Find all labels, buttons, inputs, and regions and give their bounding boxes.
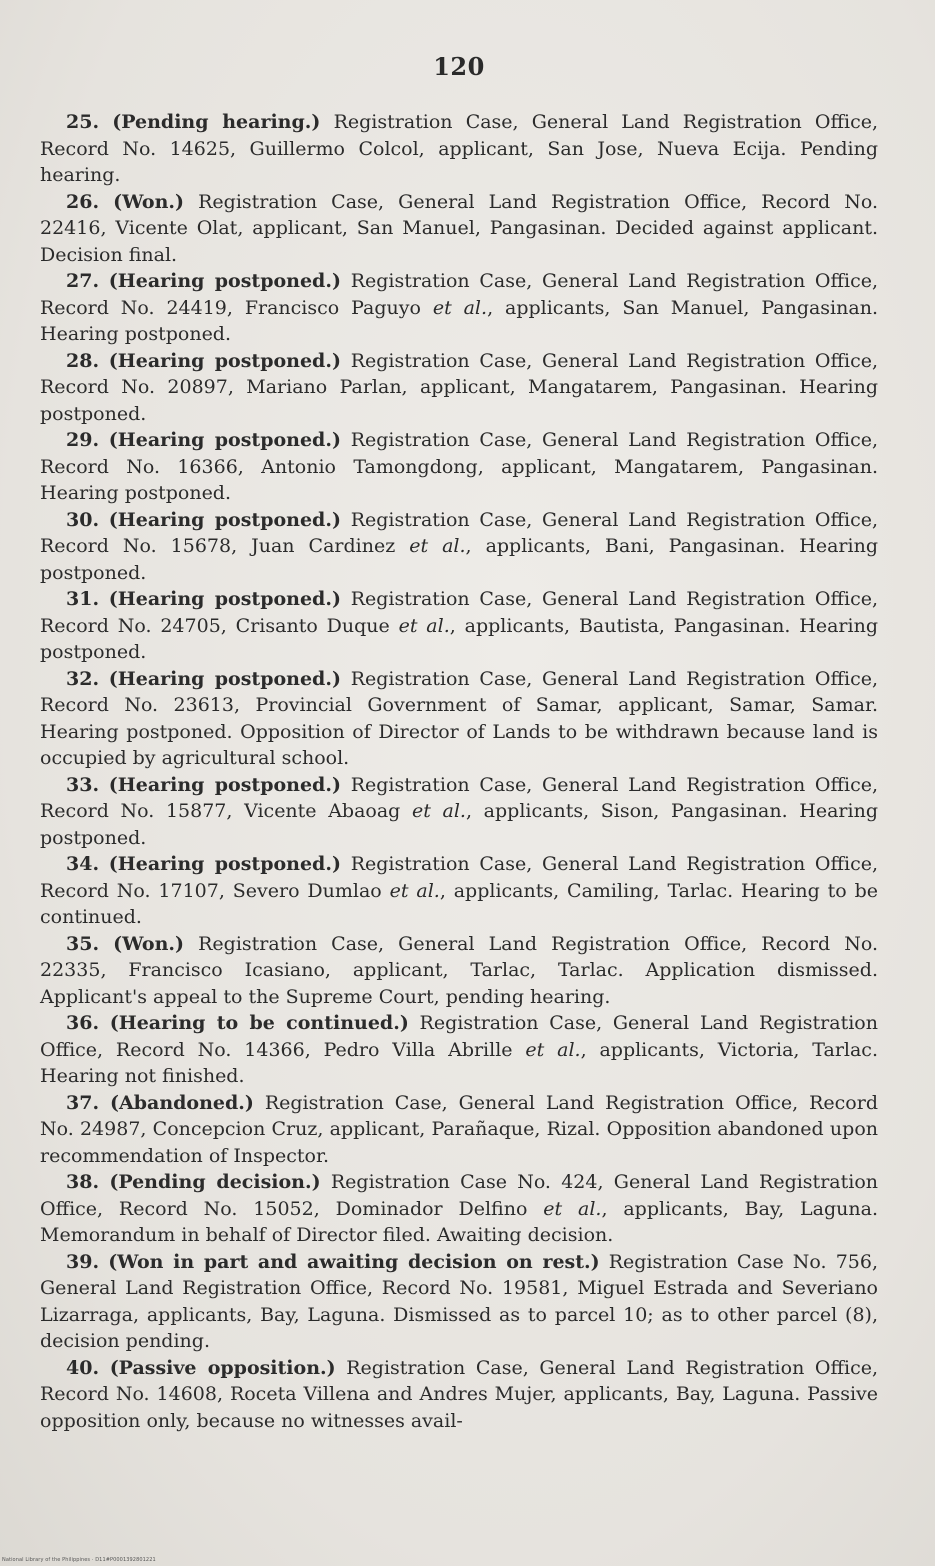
entry-text: Registration Case, General Land Registration Office, Record No. 14608, Roceta Villena and Andres Mujer, applicants, Bay, Laguna. Passive opposition only, because no witnesses avail- <box>40 1356 878 1432</box>
entry-33 <box>40 772 878 852</box>
entry-text: Registration Case, General Land Registration Office, Record No. 17107, Severo Dumlao et al., applicants, Camiling, Tarlac. Hearing to be continued. <box>40 853 878 928</box>
entry-text: Registration Case, General Land Registration Office, Record No. 15678, Juan Cardinez et al., applicants, Bani, Pangasinan. Hearing postponed. <box>40 508 878 584</box>
entry-40 <box>40 1355 878 1435</box>
entry-text: Registration Case, General Land Registration Office, Record No. 16366, Antonio Tamongdong, applicant, Mangatarem, Pangasinan. Hearing postponed. <box>40 429 878 504</box>
entry-number: 30. <box>66 508 100 531</box>
entry-37 <box>40 1090 878 1170</box>
entry-status: (Hearing postponed.) <box>108 429 341 451</box>
entry-text: Registration Case, General Land Registration Office, Record No. 22416, Vicente Olat, applicant, San Manuel, Pangasinan. Decided against applicant. Decision final. <box>40 190 879 266</box>
entry-status: (Hearing postponed.) <box>108 508 341 531</box>
entry-number: 40. <box>66 1356 100 1379</box>
entry-text: Registration Case, General Land Registration Office, Record No. 23613, Provincial Government of Samar, applicant, Samar, Samar. Hearing postponed. Opposition of Director of Lands to be withdrawn because land is occupied by agricultural school. <box>40 667 878 769</box>
entry-number: 25. <box>66 111 100 133</box>
entry-status: (Pending hearing.) <box>112 111 321 133</box>
entry-text: Registration Case, General Land Registration Office, Record No. 24705, Crisanto Duque et al., applicants, Bautista, Pangasinan. Hearing postponed. <box>40 588 878 663</box>
entry-status: (Won.) <box>113 932 185 955</box>
entry-38 <box>40 1169 878 1249</box>
entry-status: (Hearing postponed.) <box>108 853 341 875</box>
page-number: 120 <box>433 52 485 81</box>
entry-number: 29. <box>66 429 100 451</box>
entry-35 <box>40 931 878 1011</box>
entry-27 <box>40 268 878 348</box>
entry-number: 37. <box>66 1091 100 1114</box>
entry-status: (Hearing postponed.) <box>108 270 341 292</box>
entry-30 <box>40 507 878 587</box>
entry-number: 35. <box>66 932 100 955</box>
entry-39 <box>40 1249 878 1355</box>
entry-text: Registration Case, General Land Registration Office, Record No. 24987, Concepcion Cruz, applicant, Parañaque, Rizal. Opposition abandoned upon recommendation of Inspector. <box>40 1091 878 1167</box>
entry-status: (Passive opposition.) <box>109 1356 336 1379</box>
entry-text: Registration Case, General Land Registration Office, Record No. 14366, Pedro Villa Abrille et al., applicants, Victoria, Tarlac. Hearing not finished. <box>40 1012 878 1087</box>
entry-26 <box>40 189 878 269</box>
entry-number: 34. <box>66 853 100 875</box>
entry-status: (Hearing to be continued.) <box>109 1012 409 1034</box>
entry-number: 32. <box>66 667 100 690</box>
document-page <box>40 52 878 1434</box>
entry-number: 33. <box>66 773 100 796</box>
entry-text: Registration Case, General Land Registration Office, Record No. 22335, Francisco Icasiano, applicant, Tarlac, Tarlac. Application dismissed. Applicant's appeal to the Supreme Court, pending hearing. <box>40 932 879 1008</box>
entry-29 <box>40 427 878 507</box>
entry-text: Registration Case, General Land Registration Office, Record No. 24419, Francisco Paguyo et al., applicants, San Manuel, Pangasinan. Hearing postponed. <box>40 270 878 345</box>
scan-footer-id: National Library of the Philippines · D11#P0001392801221 <box>2 1557 156 1563</box>
entry-text: Registration Case, General Land Registration Office, Record No. 20897, Mariano Parlan, applicant, Mangatarem, Pangasinan. Hearing postponed. <box>40 349 878 425</box>
entry-number: 27. <box>66 270 100 292</box>
entry-status: (Hearing postponed.) <box>108 349 341 372</box>
entry-status: (Hearing postponed.) <box>108 588 341 610</box>
entry-status: (Won.) <box>113 190 185 213</box>
entry-number: 28. <box>66 349 100 372</box>
entry-36 <box>40 1010 878 1090</box>
entry-text: Registration Case, General Land Registration Office, Record No. 15877, Vicente Abaoag et al., applicants, Sison, Pangasinan. Hearing postponed. <box>40 773 878 849</box>
entry-text: Registration Case No. 424, General Land Registration Office, Record No. 15052, Dominador Delfino et al., applicants, Bay, Laguna. Memorandum in behalf of Director filed. Awaiting decision. <box>40 1171 878 1246</box>
entry-status: (Hearing postponed.) <box>108 667 341 690</box>
entry-number: 26. <box>66 190 100 213</box>
entry-number: 39. <box>66 1250 100 1273</box>
entry-25 <box>40 109 878 189</box>
entry-status: (Pending decision.) <box>109 1171 321 1193</box>
entry-28 <box>40 348 878 428</box>
entry-status: (Won in part and awaiting decision on rest.) <box>108 1250 600 1273</box>
entry-31 <box>40 586 878 666</box>
entry-34 <box>40 851 878 931</box>
entry-text: Registration Case, General Land Registration Office, Record No. 14625, Guillermo Colcol, applicant, San Jose, Nueva Ecija. Pending hearing. <box>40 111 879 186</box>
entry-status: (Abandoned.) <box>110 1091 254 1114</box>
entry-number: 38. <box>66 1171 100 1193</box>
entry-32 <box>40 666 878 772</box>
entry-number: 31. <box>66 588 100 610</box>
entry-text: Registration Case No. 756, General Land Registration Office, Record No. 19581, Miguel Estrada and Severiano Lizarraga, applicants, Bay, Laguna. Dismissed as to parcel 10; as to other parcel (8), decision pending. <box>40 1250 878 1352</box>
entry-number: 36. <box>66 1012 100 1034</box>
entry-status: (Hearing postponed.) <box>108 773 341 796</box>
